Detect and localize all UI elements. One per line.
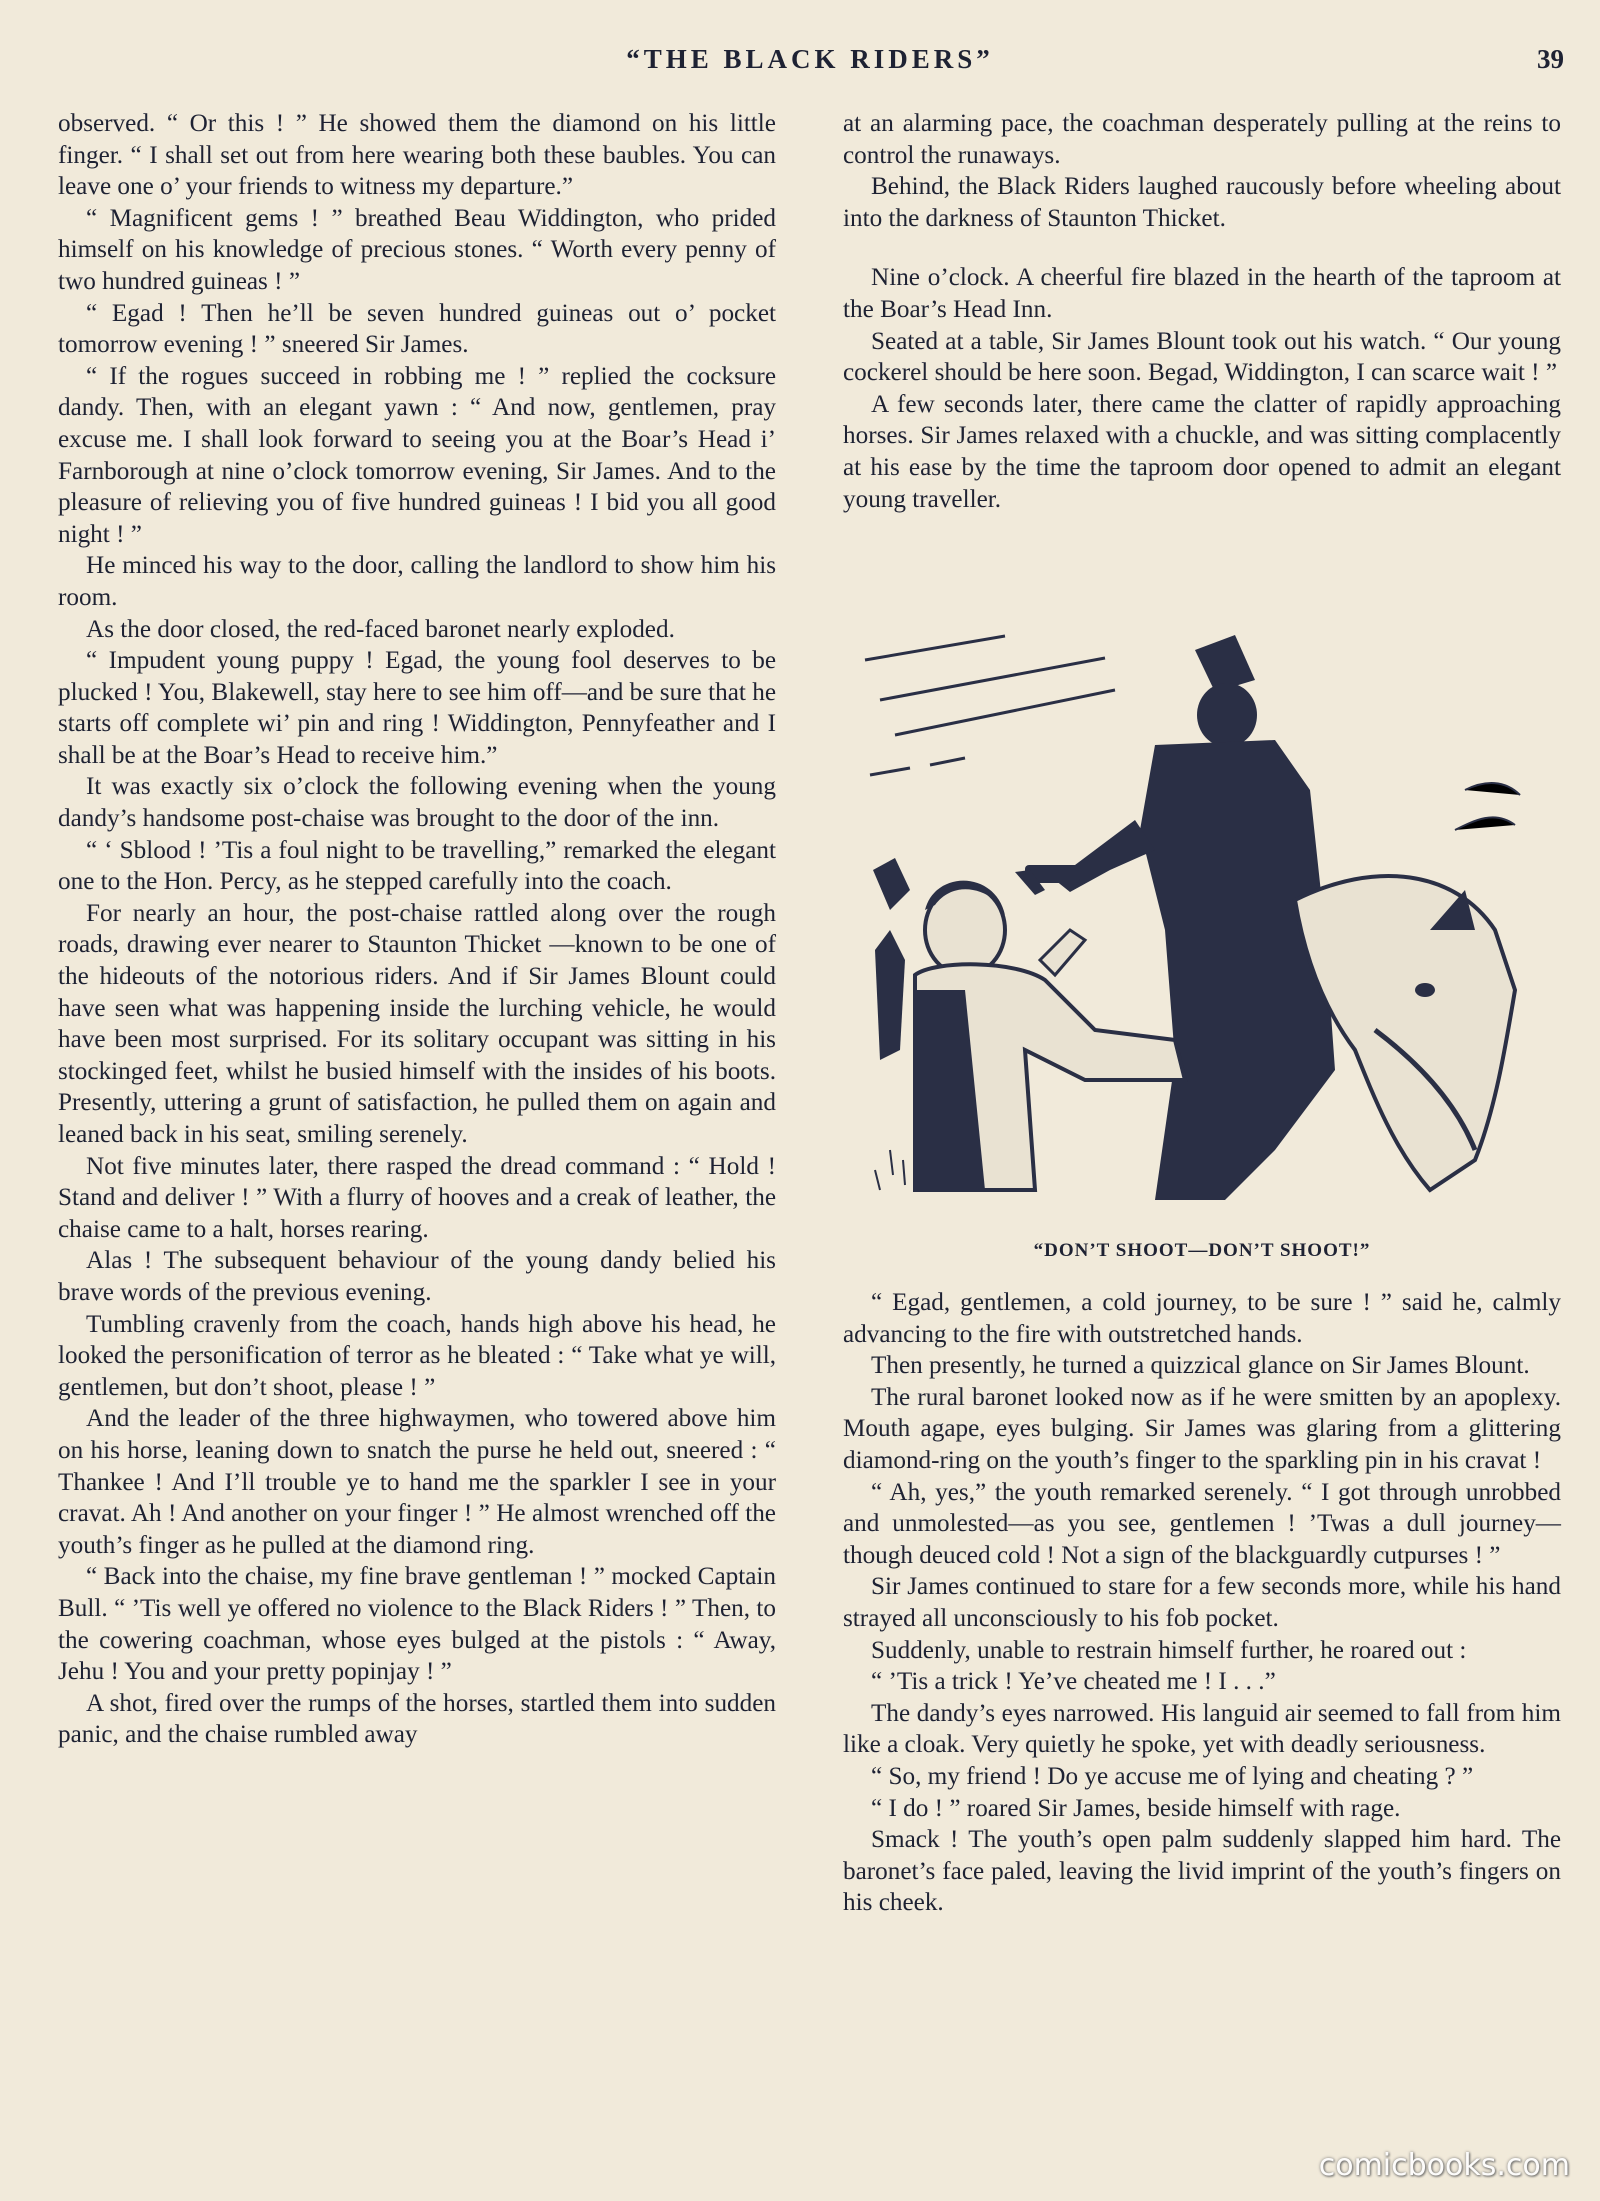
- paragraph: “ I do ! ” roared Sir James, beside himself with rage.: [871, 1794, 1401, 1822]
- paragraph: “ If the rogues succeed in robbing me ! ” replied the cocksure dandy. Then, with an elegant yawn : “ And now, gentlemen, pray excuse me. I shall look forward to seeing you at the Boar’s Head i’ Farnborough at nine o’clock tomorrow evening, Sir James. And to the pleasure of relieving you of five hundred guineas ! I bid you all good night ! ”: [58, 362, 776, 548]
- paragraph: Suddenly, unable to restrain himself further, he roared out :: [871, 1636, 1467, 1664]
- highwayman-illustration: [855, 630, 1555, 1210]
- paragraph: Behind, the Black Riders laughed raucously before wheeling about into the darkness of Staunton Thicket.: [843, 173, 1561, 232]
- right-column-bottom: [843, 1287, 1561, 1919]
- paragraph: Alas ! The subsequent behaviour of the young dandy belied his brave words of the previous evening.: [58, 1247, 776, 1306]
- paragraph: Not five minutes later, there rasped the dread command : “ Hold ! Stand and deliver ! ” With a flurry of hooves and a creak of leather, the chaise came to a halt, horses rearing.: [58, 1152, 776, 1243]
- youth-figure: [915, 881, 1185, 1190]
- page-header: [0, 44, 1600, 84]
- paragraph: “ Impudent young puppy ! Egad, the young fool deserves to be plucked ! You, Blakewell, stay here to see him off—and be sure that he starts off complete wi’ pin and ring ! Widdington, Pennyfeather and I shall be at the Boar’s Head to receive him.”: [58, 647, 776, 769]
- paragraph: Tumbling cravenly from the coach, hands high above his head, he looked the personification of terror as he bleated : “ Take what ye will, gentlemen, but don’t shoot, please ! ”: [58, 1310, 776, 1401]
- paragraph: For nearly an hour, the post-chaise rattled along over the rough roads, drawing ever nearer to Staunton Thicket —known to be one of the hideouts of the notorious riders. And if Sir James Blount could have seen what was happening inside the lurching vehicle, he would have been most surprised. For its solitary occupant was sitting in his stockinged feet, whilst he busied himself with the insides of his boots. Presently, uttering a grunt of satisfaction, he pulled them on again and leaned back in his seat, smiling serenely.: [58, 899, 776, 1148]
- paragraph: “ Back into the chaise, my fine brave gentleman ! ” mocked Captain Bull. “ ’Tis well ye offered no violence to the Black Riders ! ” Then, to the cowering coachman, whose eyes bulged at the pistols : “ Away, Jehu ! You and your pretty popinjay ! ”: [58, 1563, 776, 1686]
- paragraph: And the leader of the three highwaymen, who towered above him on his horse, leaning down to snatch the purse he held out, sneered : “ Thankee ! And I’ll trouble ye to hand me the sparkler I see in your cravat. Ah ! And another on your finger ! ” He almost wrenched off the youth’s finger as he pulled at the diamond ring.: [58, 1405, 776, 1559]
- paragraph: It was exactly six o’clock the following evening when the young dandy’s handsome post-chaise was brought to the door of the inn.: [58, 773, 776, 833]
- paragraph: “ Ah, yes,” the youth remarked serenely. “ I got through unrobbed and unmolested—as you see, gentlemen ! ’Twas a dull journey—though deuced cold ! Not a sign of the blackguardly cutpurses ! ”: [843, 1478, 1561, 1569]
- paragraph: observed. “ Or this ! ” He showed them the diamond on his little finger. “ I shall set out from here wearing both these baubles. You can leave one o’ your friends to witness my departure.”: [58, 110, 776, 201]
- paragraph: A shot, fired over the rumps of the horses, startled them into sudden panic, and the chaise rumbled away: [58, 1689, 776, 1749]
- paragraph: “ Magnificent gems ! ” breathed Beau Widdington, who prided himself on his knowledge of precious stones. “ Worth every penny of two hundred guineas ! ”: [58, 204, 776, 295]
- right-column-top: [843, 108, 1561, 515]
- page-number: 39: [1537, 44, 1564, 74]
- paragraph: The dandy’s eyes narrowed. His languid air seemed to fall from him like a cloak. Very quietly he spoke, yet with deadly seriousness.: [843, 1699, 1561, 1759]
- running-title: “THE BLACK RIDERS”: [626, 44, 994, 74]
- speed-lines: [865, 636, 1115, 775]
- paragraph: Then presently, he turned a quizzical glance on Sir James Blount.: [871, 1352, 1530, 1380]
- paragraph: Sir James continued to stare for a few seconds more, while his hand strayed all unconsciously to his fob pocket.: [843, 1573, 1561, 1632]
- paragraph: He minced his way to the door, calling the landlord to show him his room.: [58, 552, 776, 611]
- left-column: [58, 108, 776, 1751]
- paragraph: “ Egad, gentlemen, a cold journey, to be sure ! ” said he, calmly advancing to the fire with outstretched hands.: [843, 1289, 1561, 1348]
- illustration-caption: “DON’T SHOOT—DON’T SHOOT!”: [1033, 1240, 1371, 1261]
- tree-silhouette: [873, 858, 910, 1060]
- paragraph: “ ‘ Sblood ! ’Tis a foul night to be travelling,” remarked the elegant one to the Hon. Percy, as he stepped carefully into the coach.: [58, 836, 776, 896]
- paragraph: As the door closed, the red-faced baronet nearly exploded.: [86, 615, 675, 643]
- highwayman-figure: [1015, 635, 1335, 1200]
- paragraph: “ So, my friend ! Do ye accuse me of lying and cheating ? ”: [871, 1762, 1474, 1790]
- paragraph: A few seconds later, there came the clatter of rapidly approaching horses. Sir James relaxed with a chuckle, and was sitting complacently at his ease by the time the taproom door opened to admit an elegant young traveller.: [843, 390, 1561, 513]
- paragraph: Seated at a table, Sir James Blount took out his watch. “ Our young cockerel should be here soon. Begad, Widdington, I can scarce wait ! ”: [843, 327, 1561, 387]
- paragraph: “ ’Tis a trick ! Ye’ve cheated me ! I . . .”: [871, 1668, 1276, 1696]
- paragraph: “ Egad ! Then he’ll be seven hundred guineas out o’ pocket tomorrow evening ! ” sneered Sir James.: [58, 299, 776, 359]
- paragraph: The rural baronet looked now as if he were smitten by an apoplexy. Mouth agape, eyes bulging. Sir James was glaring from a glittering diamond-ring on the youth’s finger to the sparkling pin in his cravat !: [843, 1383, 1561, 1474]
- paragraph: at an alarming pace, the coachman desperately pulling at the reins to control the runaways.: [843, 110, 1561, 169]
- site-watermark: comicbooks.com: [1318, 2148, 1570, 2183]
- paragraph: Nine o’clock. A cheerful fire blazed in the hearth of the taproom at the Boar’s Head Inn.: [843, 264, 1561, 323]
- paragraph: Smack ! The youth’s open palm suddenly slapped him hard. The baronet’s face paled, leaving the livid imprint of the youth’s fingers on his cheek.: [843, 1826, 1561, 1917]
